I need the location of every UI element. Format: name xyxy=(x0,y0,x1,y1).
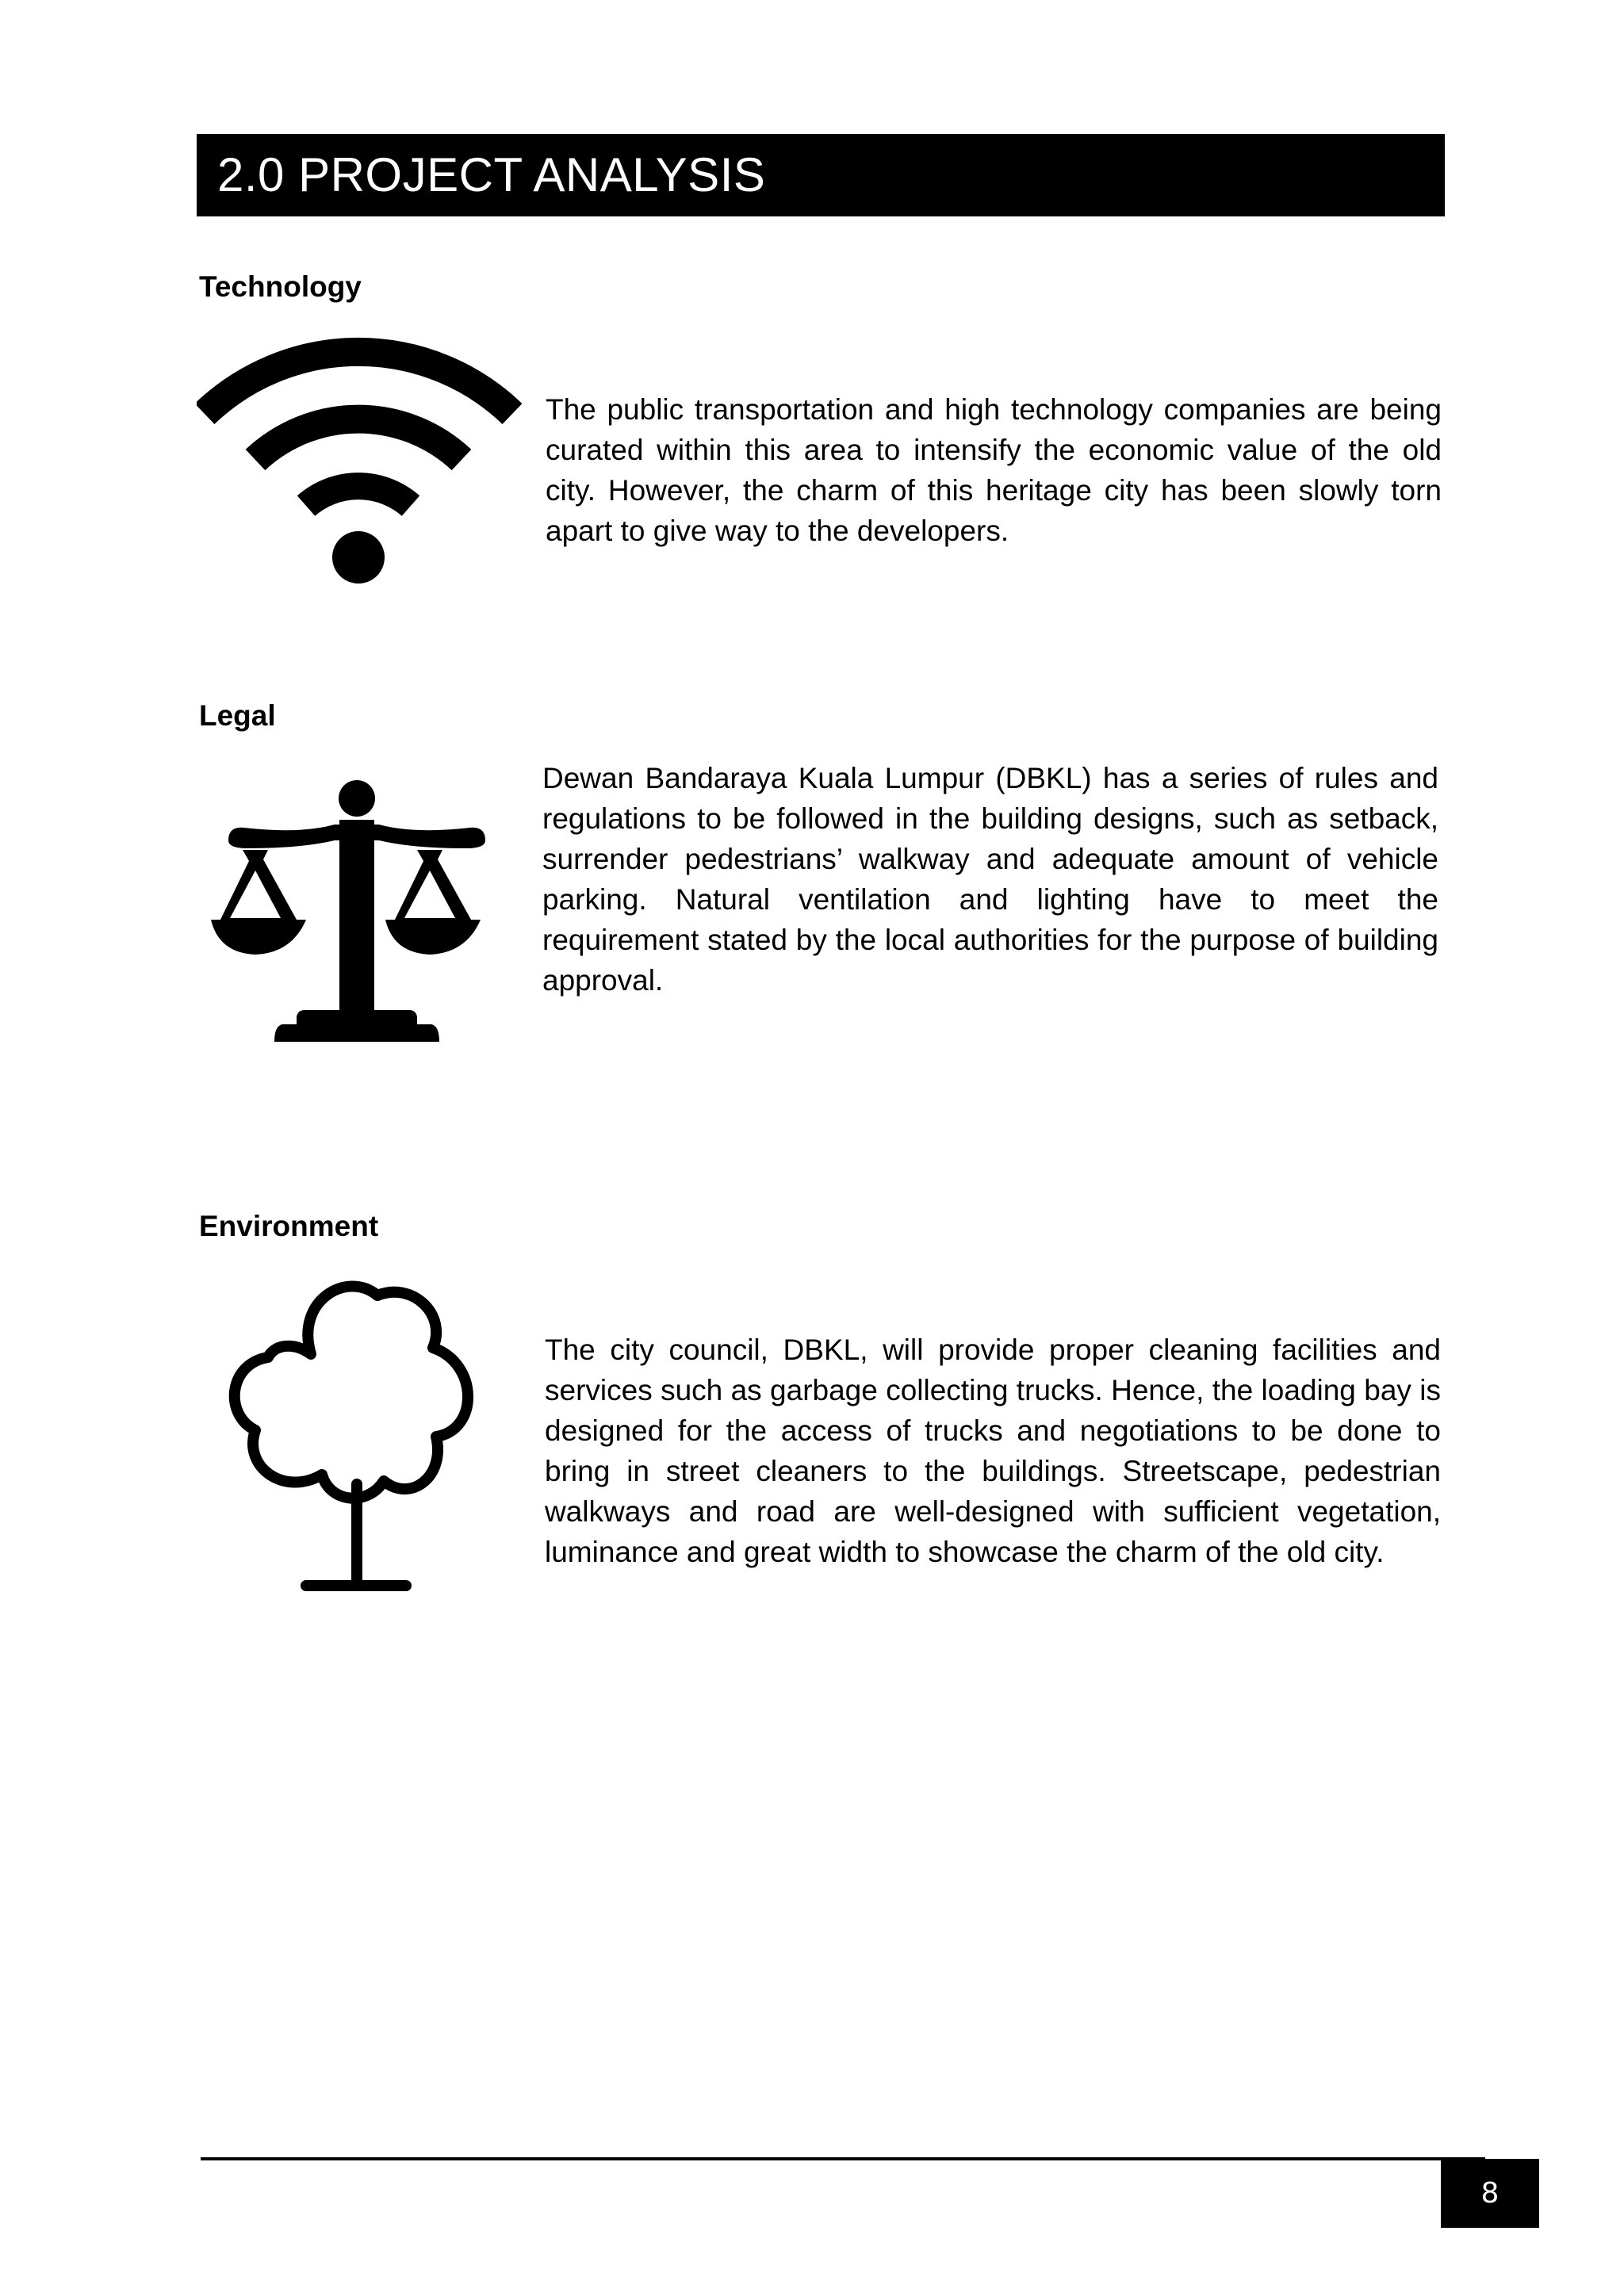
tree-icon xyxy=(228,1269,490,1594)
footer-divider xyxy=(201,2157,1485,2160)
section-heading-environment: Environment xyxy=(199,1210,379,1242)
section-text-technology: The public transportation and high technology companies are being curated within this area to intensify the economic value of the old city. However, the charm of this heritage city has been slowly torn apart to give way to the developers. xyxy=(546,393,1442,547)
page-title: 2.0 PROJECT ANALYSIS xyxy=(217,148,766,201)
wifi-icon xyxy=(197,331,522,585)
scales-of-justice-icon xyxy=(205,779,490,1042)
section-text-legal: Dewan Bandaraya Kuala Lumpur (DBKL) has a series of rules and regulations to be followed in the building designs, such as setback, surrender pedestrians’ walkway and adequate amount of vehicle parking. Natural ventilation and lighting have to meet the requirement stated by the local authorities for the purpose of building approval. xyxy=(542,762,1438,997)
section-heading-technology: Technology xyxy=(199,270,362,303)
page-number-badge xyxy=(1441,2159,1539,2228)
section-heading-legal: Legal xyxy=(199,699,276,732)
section-text-environment: The city council, DBKL, will provide proper cleaning facilities and services such as garbage collecting trucks. Hence, the loading bay is designed for the access of trucks and negotiations to be done to bring in street cleaners to the buildings. Streetscape, pedestrian walkways and road are well-designed with sufficient vegetation, luminance and great width to showcase the charm of the old city. xyxy=(545,1334,1441,1568)
page-title-bar xyxy=(197,134,1445,216)
page-number: 8 xyxy=(1480,2177,1500,2210)
